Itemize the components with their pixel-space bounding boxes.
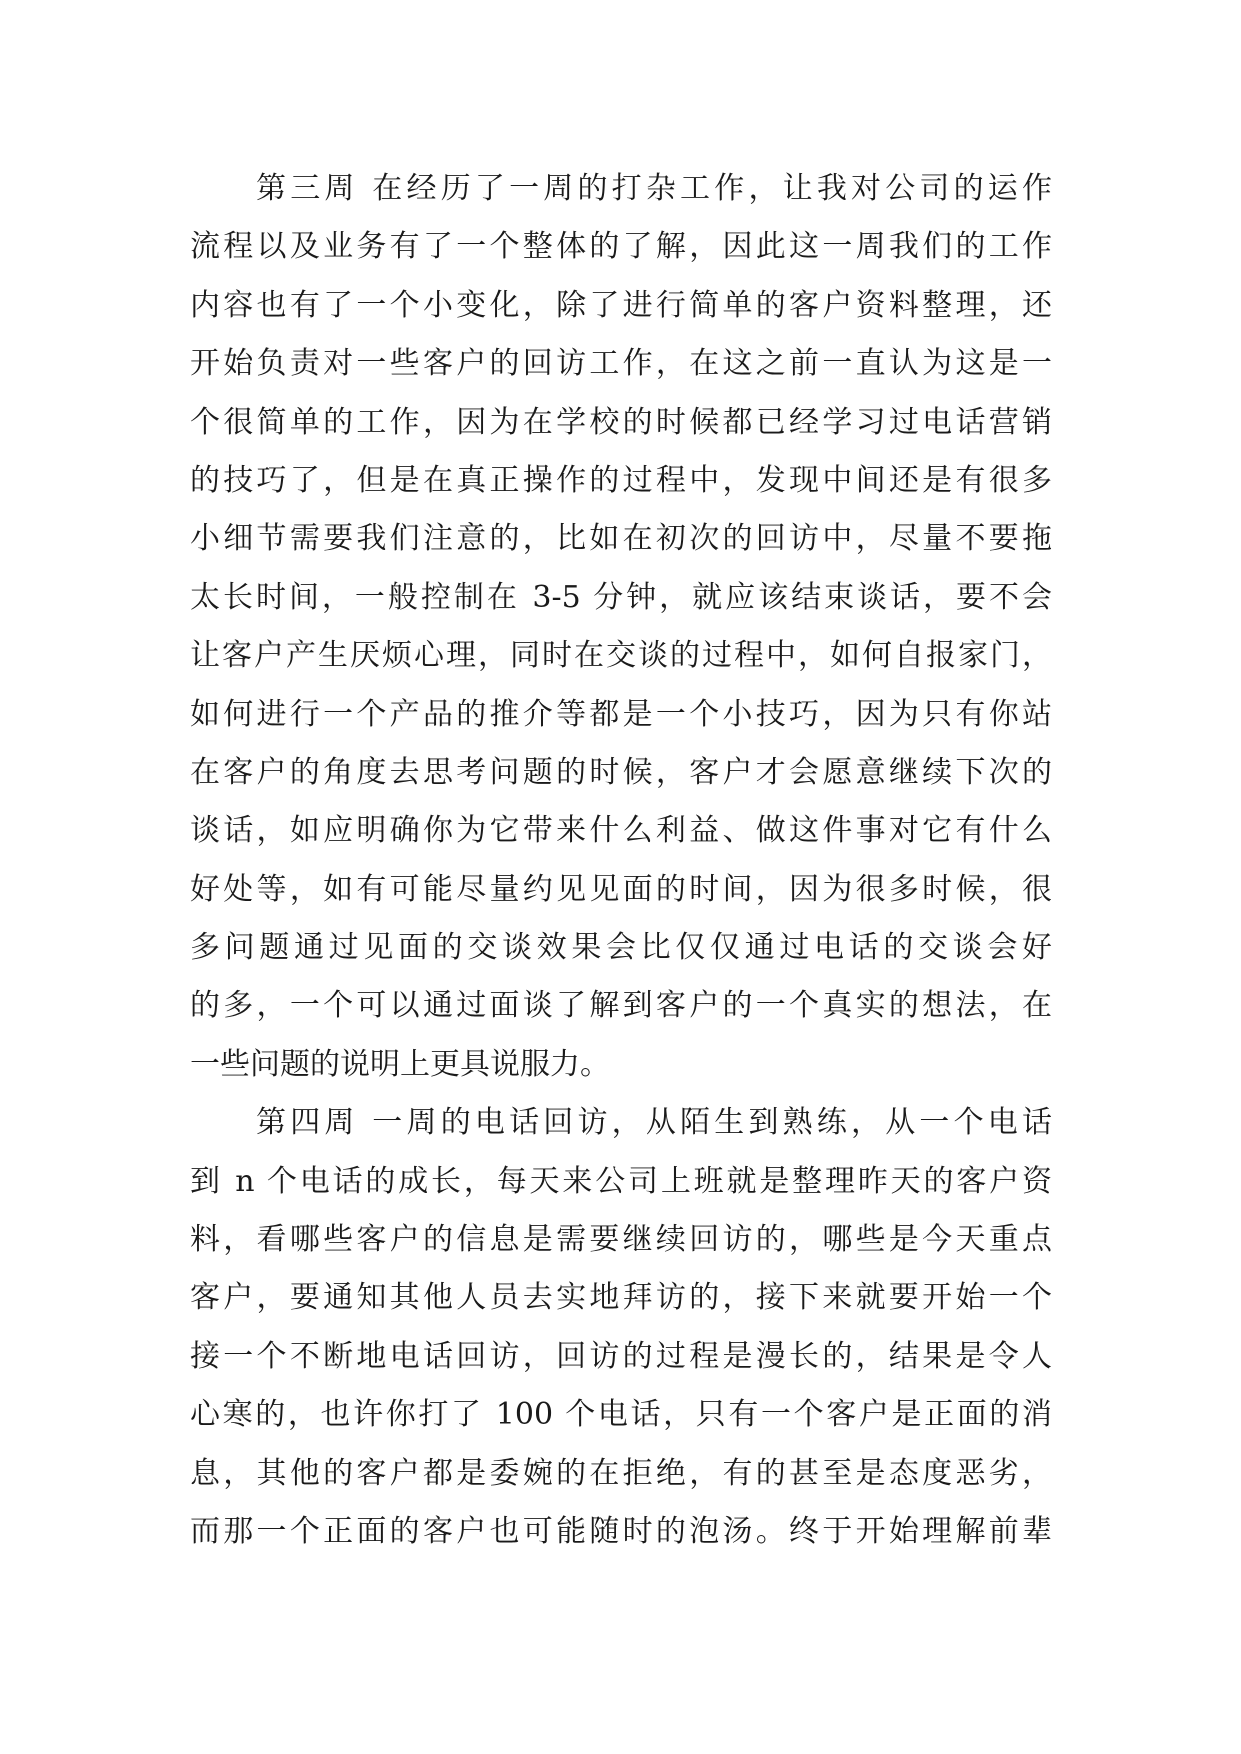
text-line: 个很简单的工作，因为在学校的时候都已经学习过电话营销 xyxy=(190,404,1052,440)
text-line: 在客户的角度去思考问题的时候，客户才会愿意继续下次的 xyxy=(190,754,1052,790)
text-line: 息，其他的客户都是委婉的在拒绝，有的甚至是态度恶劣， xyxy=(190,1455,1052,1491)
text-line: 第三周 在经历了一周的打杂工作，让我对公司的运作 xyxy=(256,171,1052,206)
text-line: 接一个不断地电话回访，回访的过程是漫长的，结果是令人 xyxy=(190,1338,1052,1374)
text-line: 流程以及业务有了一个整体的了解，因此这一周我们的工作 xyxy=(190,229,1052,265)
text-line: 如何进行一个产品的推介等都是一个小技巧，因为只有你站 xyxy=(190,696,1052,732)
text-line: 内容也有了一个小变化，除了进行简单的客户资料整理，还 xyxy=(190,287,1052,323)
text-line: 太长时间，一般控制在 3-5 分钟，就应该结束谈话，要不会 xyxy=(190,579,1052,615)
text-line: 的技巧了，但是在真正操作的过程中，发现中间还是有很多 xyxy=(190,462,1052,498)
text-line: 而那一个正面的客户也可能随时的泡汤。终于开始理解前辈 xyxy=(190,1513,1052,1549)
text-line: 谈话，如应明确你为它带来什么利益、做这件事对它有什么 xyxy=(190,813,1052,849)
document-body xyxy=(190,160,1052,1561)
text-line: 多问题通过见面的交谈效果会比仅仅通过电话的交谈会好 xyxy=(190,930,1052,966)
text-line: 料，看哪些客户的信息是需要继续回访的，哪些是今天重点 xyxy=(190,1222,1052,1258)
text-line: 到 n 个电话的成长，每天来公司上班就是整理昨天的客户资 xyxy=(190,1163,1052,1199)
text-line: 客户，要通知其他人员去实地拜访的，接下来就要开始一个 xyxy=(190,1280,1052,1316)
paragraph-week-4 xyxy=(190,1094,1052,1561)
text-line: 的多，一个可以通过面谈了解到客户的一个真实的想法，在 xyxy=(190,988,1052,1024)
text-line: 心寒的，也许你打了 100 个电话，只有一个客户是正面的消 xyxy=(190,1397,1052,1433)
paragraph-week-3 xyxy=(190,160,1052,1094)
text-line: 让客户产生厌烦心理，同时在交谈的过程中，如何自报家门， xyxy=(190,638,1052,674)
text-line: 小细节需要我们注意的，比如在初次的回访中，尽量不要拖 xyxy=(190,521,1052,557)
text-line: 一些问题的说明上更具说服力。 xyxy=(190,1046,610,1082)
text-line: 第四周 一周的电话回访，从陌生到熟练，从一个电话 xyxy=(256,1105,1052,1141)
text-line: 好处等，如有可能尽量约见见面的时间，因为很多时候，很 xyxy=(190,871,1052,907)
text-line: 开始负责对一些客户的回访工作，在这之前一直认为这是一 xyxy=(190,346,1052,382)
